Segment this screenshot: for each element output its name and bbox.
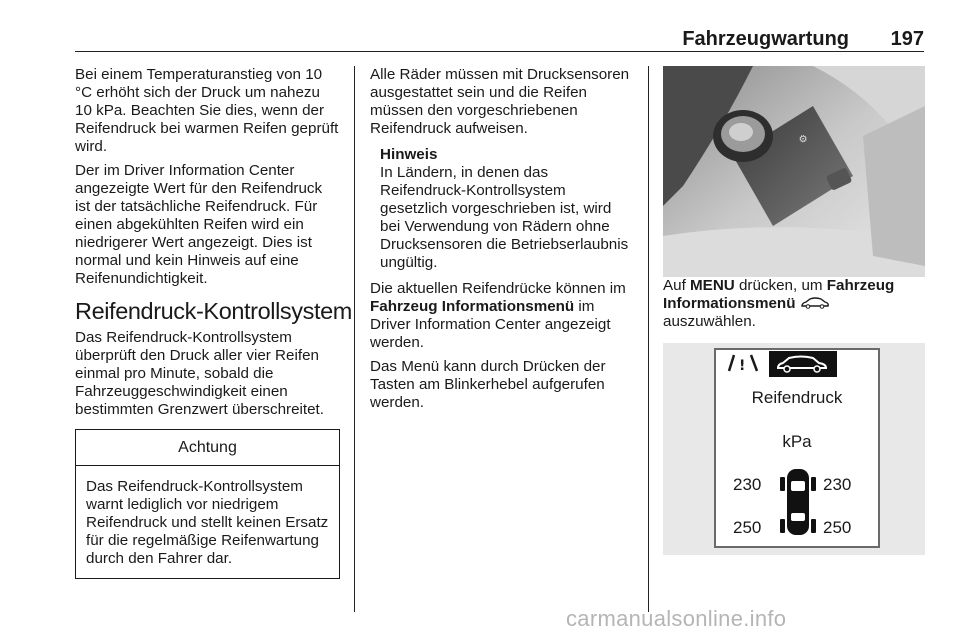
tire-pressure-display (663, 343, 925, 555)
display-title: Reifendruck (751, 388, 843, 407)
text-run: Die aktuellen Reifendrücke können im (370, 280, 626, 297)
paragraph: Alle Räder müssen mit Drucksensoren ausgestattet sein und die Reifen müssen den vorgeschriebenen Reifendruck aufweisen. (370, 66, 630, 137)
paragraph: Bei einem Temperaturanstieg von 10 °C erhöht sich der Druck um nahezu 10 kPa. Beachten Sie dies, wenn der Reifendruck bei warmen Reifen geprüft wird. (75, 66, 339, 155)
note-label: Hinweis (380, 146, 438, 163)
text-run: drücken, um (734, 277, 827, 294)
display-unit: kPa (782, 432, 812, 451)
car-outline-icon (800, 297, 830, 309)
svg-text:!: ! (739, 358, 746, 374)
column-middle (370, 66, 635, 418)
text-run: Auf (663, 277, 691, 294)
rear-right-pressure: 250 (823, 518, 852, 537)
note-block (370, 146, 635, 272)
rear-left-pressure: 250 (733, 518, 762, 537)
text-run: auszuwählen. (663, 313, 756, 330)
turn-signal-lever-photo (663, 66, 925, 277)
svg-text:⚙: ⚙ (797, 132, 811, 147)
text-run: im Driver Information Center angezeigt werden. (370, 298, 611, 351)
paragraph: Das Menü kann durch Drücken der Tasten am Blinkerhebel aufgerufen werden. (370, 358, 606, 411)
page-header (75, 28, 924, 50)
paragraph: Der im Driver Information Center angezeigte Wert für den Reifendruck ist der tatsächliche Reifendruck. Für einen abgekühlten Reifen wird ein niedrigerer Wert angezeigt. Dies ist normal und kein Hinweis auf eine Reifenundichtigkeit. (75, 162, 323, 287)
page-title: Fahrzeugwartung (682, 28, 849, 50)
caption (663, 277, 925, 331)
warning-text: Das Reifendruck-Kontrollsystem warnt lediglich vor niedrigem Reifendruck und stellt keinen Ersatz für die regelmäßige Reifenwartung durch den Fahrer dar. (86, 478, 329, 567)
menu-name: Fahrzeug Informationsmenü (370, 298, 575, 315)
front-left-pressure: 230 (733, 475, 762, 494)
warning-title: Achtung (76, 430, 339, 466)
menu-button-name: MENU (690, 277, 735, 294)
column-right (663, 66, 925, 555)
watermark: carmanualsonline.info (566, 606, 787, 631)
column-divider (648, 66, 649, 612)
note-text: In Ländern, in denen das Reifendruck-Kontrollsystem gesetzlich vorgeschrieben ist, wird bei Verwendung von Rädern ohne Drucksensoren die Betriebserlaubnis ungültig. (380, 164, 629, 271)
column-divider (354, 66, 355, 612)
column-left (75, 66, 352, 579)
paragraph (370, 280, 635, 352)
header-rule (75, 51, 924, 52)
page-number: 197 (890, 28, 924, 50)
menu-name: Fahrzeug Informationsmenü (663, 277, 895, 312)
front-right-pressure: 230 (823, 475, 852, 494)
warning-box (75, 429, 340, 579)
paragraph: Das Reifendruck-Kontrollsystem überprüft den Druck aller vier Reifen einmal pro Minute, sobald die Fahrzeuggeschwindigkeit einen bestimmten Grenzwert überschreitet. (75, 329, 324, 418)
section-heading: Reifendruck-Kontrollsystem (75, 298, 352, 324)
